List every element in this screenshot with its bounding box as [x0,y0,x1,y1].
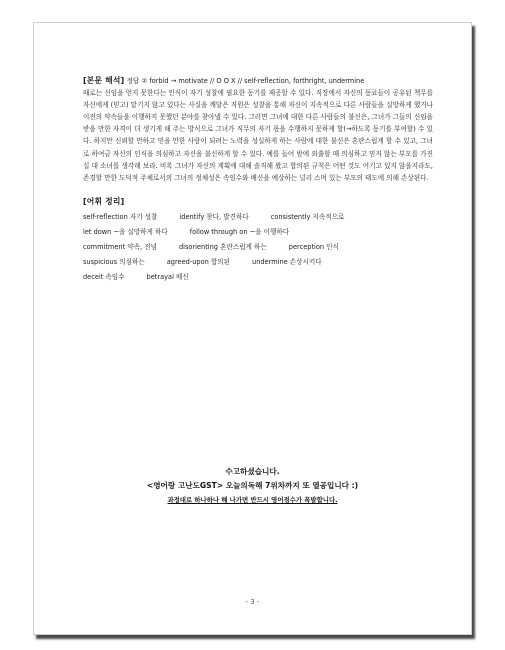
vocab-item: follow through on ~을 이행하다 [189,227,290,236]
vocab-item: betrayal 배신 [146,272,189,281]
answer-text: 정답 ② forbid → motivate // O O X // self-reflection, forthright, undermine [126,77,365,85]
page-number: - 3 - [245,598,260,606]
vocab-item: perception 인식 [288,242,339,251]
vocab-item: self-reflection 자기 성찰 [83,212,158,221]
closing-footer [34,465,471,507]
slogan-message: 과정대로 하나하나 해 나가면 반드시 영어점수가 폭발합니다. [167,496,338,504]
promo-message: <영어랑 고난도GST> 오늘의독해 7위차까지 또 열공입니다 :) [146,481,359,490]
vocab-item: agreed-upon 합의된 [166,257,231,266]
vocab-item: undermine 손상시키다 [252,257,322,266]
document-page [33,22,472,635]
vocab-heading: [어휘 정리] [83,196,125,206]
vocab-item: consistently 지속적으로 [270,212,345,221]
vocab-list [83,210,433,285]
page-content [83,75,433,285]
vocab-row [83,240,433,255]
vocab-item: suspicious 의심하는 [83,257,145,266]
vocab-row [83,270,433,285]
vocab-row [83,210,433,225]
analysis-heading: [본문 해석] [83,76,125,85]
answer-line [83,75,433,87]
vocab-item: identify 찾다, 발견하다 [179,212,249,221]
vocab-item: deceit 속임수 [83,272,125,281]
vocab-item: disorienting 혼란스럽게 하는 [178,242,267,251]
vocab-item: let down ~을 실망하게 하다 [83,227,168,236]
vocab-row [83,255,433,270]
thanks-message: 수고하셨습니다. [225,467,280,476]
translation-paragraph: 때로는 신임을 얻지 못한다는 인식이 자기 성찰에 필요한 동기를 제공할 수 있다. 직장에서 자신의 동료들이 공유된 책무를 자신에게 (믿고) 맡기지 않고 있다는 사실을 깨달은 직원은 성찰을 통해 자신이 지속적으로 다른 사람들을 실망하게 했거나 이전의 약속들을 이행하지 못했던 분야를 찾아낼 수 있다. 그러면 그녀에 대한 다른 사람들의 불신은, 그녀가 그들의 신임을 받을 만한 자격이 더 생기게 해 주는 방식으로 그녀가 직무의 자기 몫을 수행하지 못하게 할(→하도록 동기를 부여할) 수 있다. 하지만 신뢰할 만하고 믿을 만한 사람이 되려는 노력을 성실하게 하는 사람에 대한 불신은 혼란스럽게 할 수 있고, 그녀로 하여금 자신의 인식을 의심하고 자신을 불신하게 할 수 있다. 예를 들어 밤에 외출할 때 의심하고 믿지 않는 부모를 가진 십 대 소녀를 생각해 보라. 비록 그녀가 자신의 계획에 대해 솔직해 왔고 합의된 규칙은 어떤 것도 어기고 있지 않을지라도, 존경할 만한 도덕적 주체로서의 그녀의 정체성은 속임수와 배신을 예상하는 널리 스며 있는 부모의 태도에 의해 손상된다. [83,89,434,182]
vocab-item: commitment 약속, 전념 [83,242,157,251]
vocab-row [83,225,433,240]
